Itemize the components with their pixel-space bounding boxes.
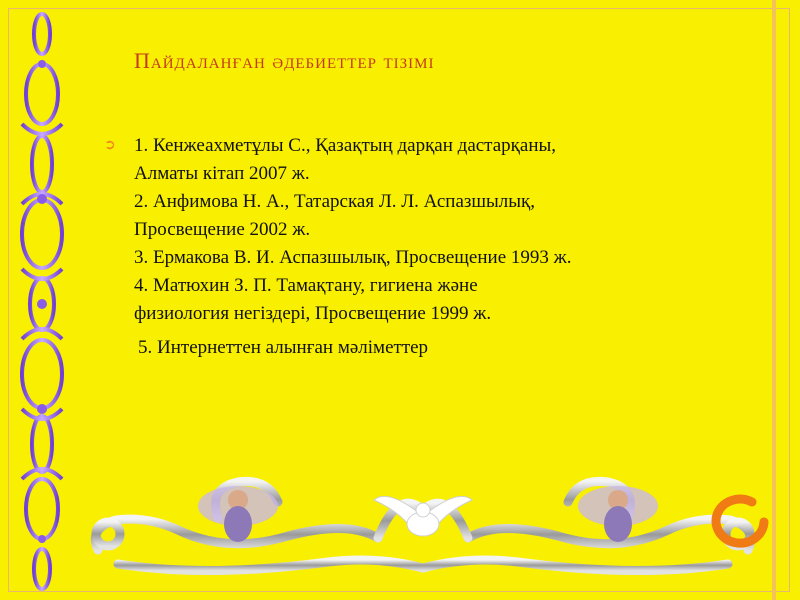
fairy-figure-left	[198, 486, 278, 542]
reference-items	[134, 132, 572, 328]
reference-2-line-1: 2. Анфимова Н. А., Татарская Л. Л. Аспазшылық,	[134, 191, 536, 212]
reference-4-line-2: физиология негіздері, Просвещение 1999 ж.	[134, 303, 492, 324]
reference-3-line-1: 3. Ермакова В. И. Аспазшылық, Просвещение 1993 ж.	[134, 247, 572, 268]
reference-5: 5. Интернеттен алынған мәліметтер	[138, 337, 429, 358]
left-ornament-icon	[14, 4, 70, 596]
orange-ring-icon	[708, 492, 774, 552]
orange-arrow-bullet-icon: ➲	[104, 138, 116, 153]
reference-4-line-1: 4. Матюхин З. П. Тамақтану, гигиена және	[134, 275, 478, 296]
reference-1-line-1: 1. Кенжеахметұлы С., Қазақтың дарқан дастарқаны,	[134, 135, 556, 156]
reference-1-line-2: Алматы кітап 2007 ж.	[134, 163, 310, 184]
reference-bullet-block	[102, 132, 752, 328]
fairy-figure-right	[578, 486, 658, 542]
slide-title: Пайдаланған әдебиеттер тізімі	[134, 48, 435, 73]
bottom-ornament-icon	[78, 458, 768, 588]
reference-list	[102, 132, 752, 362]
reference-2-line-2: Просвещение 2002 ж.	[134, 219, 311, 240]
